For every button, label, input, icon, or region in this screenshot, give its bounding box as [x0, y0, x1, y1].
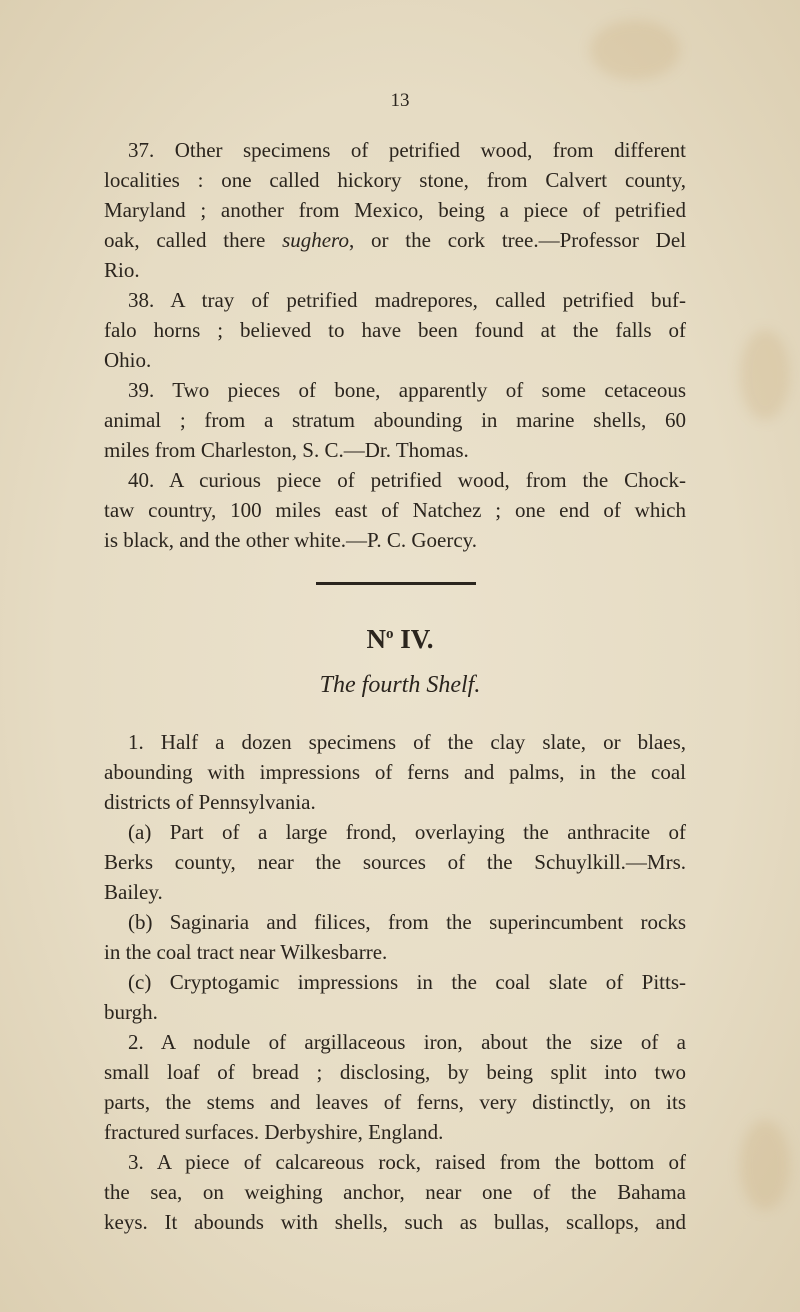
entries-third-shelf-continued	[104, 135, 686, 555]
catalogue-entry	[104, 135, 686, 285]
catalogue-entry	[104, 817, 686, 907]
entries-fourth-shelf	[104, 727, 686, 1237]
page-number: 13	[390, 90, 410, 111]
text-line: oak, called there sughero, or the cork tree.—Professor Del	[104, 228, 687, 252]
heading-numeral: IV.	[400, 624, 434, 654]
catalogue-entry	[104, 727, 686, 817]
text-line: 40. A curious piece of petrified wood, from the Chock-	[128, 468, 686, 492]
text-line: abounding with impressions of ferns and palms, in the coal	[104, 760, 686, 784]
heading-prefix: N	[366, 624, 386, 654]
text-line: parts, the stems and leaves of ferns, very distinctly, on its	[104, 1090, 686, 1114]
text-line: (c) Cryptogamic impressions in the coal slate of Pitts-	[128, 970, 686, 994]
text-line: Rio.	[104, 258, 140, 282]
text-line: 1. Half a dozen specimens of the clay slate, or blaes,	[128, 730, 686, 754]
catalogue-entry	[104, 907, 686, 967]
text-line: localities : one called hickory stone, from Calvert county,	[104, 168, 686, 192]
italic-term: sughero	[282, 228, 349, 252]
paper-stain	[740, 1120, 790, 1210]
text-line: 39. Two pieces of bone, apparently of some cetaceous	[128, 378, 686, 402]
text-line: falo horns ; believed to have been found at the falls of	[104, 318, 686, 342]
text-line: is black, and the other white.—P. C. Goercy.	[104, 528, 478, 552]
section-divider	[316, 582, 476, 585]
text-line: keys. It abounds with shells, such as bullas, scallops, and	[104, 1210, 686, 1234]
text-line: the sea, on weighing anchor, near one of the Bahama	[104, 1180, 686, 1204]
catalogue-entry	[104, 1027, 686, 1147]
text-line: Berks county, near the sources of the Schuylkill.—Mrs.	[104, 850, 686, 874]
text-line: 2. A nodule of argillaceous iron, about the size of a	[128, 1030, 686, 1054]
text-line: (b) Saginaria and filices, from the superincumbent rocks	[128, 910, 686, 934]
catalogue-entry	[104, 285, 686, 375]
paper-stain	[740, 330, 790, 420]
catalogue-entry	[104, 967, 686, 1027]
text-line: miles from Charleston, S. C.—Dr. Thomas.	[104, 438, 469, 462]
text-line: 37. Other specimens of petrified wood, from different	[128, 138, 686, 162]
text-line: (a) Part of a large frond, overlaying the anthracite of	[128, 820, 686, 844]
section-subheading: The fourth Shelf.	[319, 672, 481, 698]
text-line: Maryland ; another from Mexico, being a piece of petrified	[104, 198, 686, 222]
text-line: 38. A tray of petrified madrepores, called petrified buf-	[128, 288, 686, 312]
text-line: districts of Pennsylvania.	[104, 790, 316, 814]
catalogue-entry	[104, 375, 686, 465]
section-heading	[0, 624, 800, 655]
text-line: small loaf of bread ; disclosing, by being split into two	[104, 1060, 686, 1084]
text-line: burgh.	[104, 1000, 158, 1024]
catalogue-entry	[104, 1147, 686, 1237]
text-line: animal ; from a stratum abounding in marine shells, 60	[104, 408, 686, 432]
text-line: Ohio.	[104, 348, 152, 372]
paper-stain	[590, 20, 680, 80]
catalogue-entry	[104, 465, 686, 555]
heading-sup: o	[385, 626, 394, 642]
text-line: 3. A piece of calcareous rock, raised from the bottom of	[128, 1150, 686, 1174]
text-line: taw country, 100 miles east of Natchez ; one end of which	[104, 498, 686, 522]
text-line: Bailey.	[104, 880, 163, 904]
text-line: in the coal tract near Wilkesbarre.	[104, 940, 388, 964]
text-line: fractured surfaces. Derbyshire, England.	[104, 1120, 444, 1144]
